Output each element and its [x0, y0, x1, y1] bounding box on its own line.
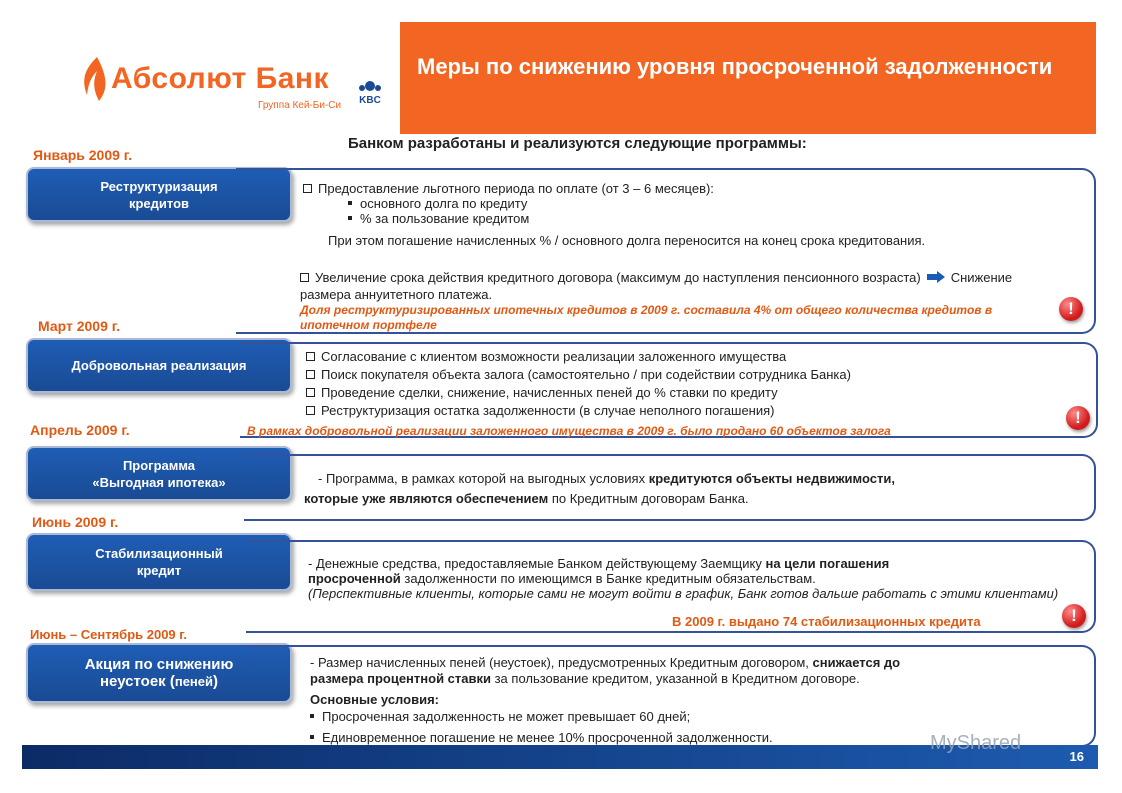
brand-name: Абсолют Банк — [111, 62, 330, 95]
program-label: Акция по снижению — [84, 656, 234, 673]
list-item: Увеличение срока действия кредитного договора (максимум до наступления пенсионного возраста) Снижение размера аннуитетного платежа. — [300, 270, 1013, 302]
date-label: Июнь – Сентябрь 2009 г. — [30, 627, 187, 642]
logo-box — [22, 22, 400, 134]
checkbox-bullet-icon — [306, 352, 315, 361]
list-subitem: основного долга по кредиту — [348, 196, 527, 211]
arrow-right-icon — [927, 271, 945, 283]
warning-icon: ! — [1066, 406, 1090, 430]
list-item: Поиск покупателя объекта залога (самостоятельно / при содействии сотрудника Банка) — [306, 366, 851, 384]
program-note: В рамках добровольной реализации заложенного имущества в 2009 г. было продано 60 объектов залога — [247, 424, 891, 438]
conditions-list — [310, 708, 773, 746]
logo — [77, 55, 329, 103]
program-description: - Размер начисленных пеней (неустоек), предусмотренных Кредитным договором, снижается до размера процентной ставки за пользование кредитом, указанной в Кредитном договоре. — [310, 655, 901, 686]
checkbox-bullet-icon — [300, 273, 309, 282]
checkbox-bullet-icon — [306, 388, 315, 397]
intro-text: Банком разработаны и реализуются следующие программы: — [348, 135, 807, 152]
checkbox-bullet-icon — [306, 406, 315, 415]
item-list — [306, 348, 851, 420]
program-label: Добровольная реализация — [71, 358, 247, 373]
list-item: Согласование с клиентом возможности реализации заложенного имущества — [306, 348, 851, 366]
list-item: Проведение сделки, снижение, начисленных пеней до % ставки по кредиту — [306, 384, 851, 402]
program-penalty-reduction: Акция по снижению неустоек (пеней) — [26, 643, 292, 703]
list-subitem: % за пользование кредитом — [348, 211, 529, 226]
bullet-icon — [310, 714, 314, 718]
bullet-icon — [348, 201, 352, 205]
date-label: Январь 2009 г. — [33, 147, 133, 163]
date-label: Март 2009 г. — [38, 318, 121, 334]
kbc-logo-icon — [352, 79, 388, 105]
list-item: Единовременное погашение не менее 10% просроченной задолженности. — [310, 729, 773, 746]
warning-icon: ! — [1059, 297, 1083, 321]
program-label: Стабилизационный — [95, 546, 223, 561]
date-label: Апрель 2009 г. — [30, 422, 130, 438]
checkbox-bullet-icon — [303, 184, 312, 193]
list-item: Предоставление льготного периода по оплате (от 3 – 6 месяцев): — [303, 180, 714, 197]
bullet-icon — [348, 216, 352, 220]
program-label: кредитов — [128, 195, 190, 211]
program-description: - Программа, в рамках которой на выгодных условиях кредитуются объекты недвижимости, которые уже являются обеспечением по Кредитным договорам Банка. — [304, 471, 895, 506]
program-note: Доля реструктуризированных ипотечных кредитов в 2009 г. составила 4% от общего количества кредитов в ипотечном портфеле — [300, 303, 993, 332]
program-note: В 2009 г. выдано 74 стабилизационных кредита — [672, 614, 981, 629]
program-description: - Денежные средства, предоставляемые Банком действующему Заемщику на цели погашения просроченной задолженности по имеющимся в Банке кредитным обязательствам. (Перспективные клиенты, которые сами не могут войти в график, Банк готов дальше работать с этими клиентами) — [308, 556, 1059, 601]
page-title: Меры по снижению уровня просроченной задолженности — [417, 54, 1053, 79]
brand-subtitle: Группа Кей-Би-Си — [258, 100, 342, 111]
program-label: Программа — [122, 457, 196, 473]
kbc-label: KBC — [359, 95, 381, 105]
program-label: «Выгодная ипотека» — [92, 474, 226, 490]
bullet-icon — [310, 735, 314, 739]
date-label: Июнь 2009 г. — [32, 514, 119, 530]
list-item: Просроченная задолженность не может превышает 60 дней; — [310, 708, 773, 725]
watermark: MyShared — [930, 732, 1022, 754]
program-label: кредит — [136, 563, 182, 578]
flame-logo-icon — [77, 55, 111, 103]
conditions-title: Основные условия: — [310, 692, 439, 707]
program-label: Реструктуризация — [100, 178, 218, 194]
header-banner — [22, 22, 1096, 134]
checkbox-bullet-icon — [306, 370, 315, 379]
page-number: 16 — [1069, 749, 1084, 764]
list-item: Реструктуризация остатка задолженности (в случае неполного погашения) — [306, 402, 851, 420]
paragraph: При этом погашение начисленных % / основного долга переносится на конец срока кредитования. — [328, 233, 926, 248]
warning-icon: ! — [1062, 604, 1086, 628]
